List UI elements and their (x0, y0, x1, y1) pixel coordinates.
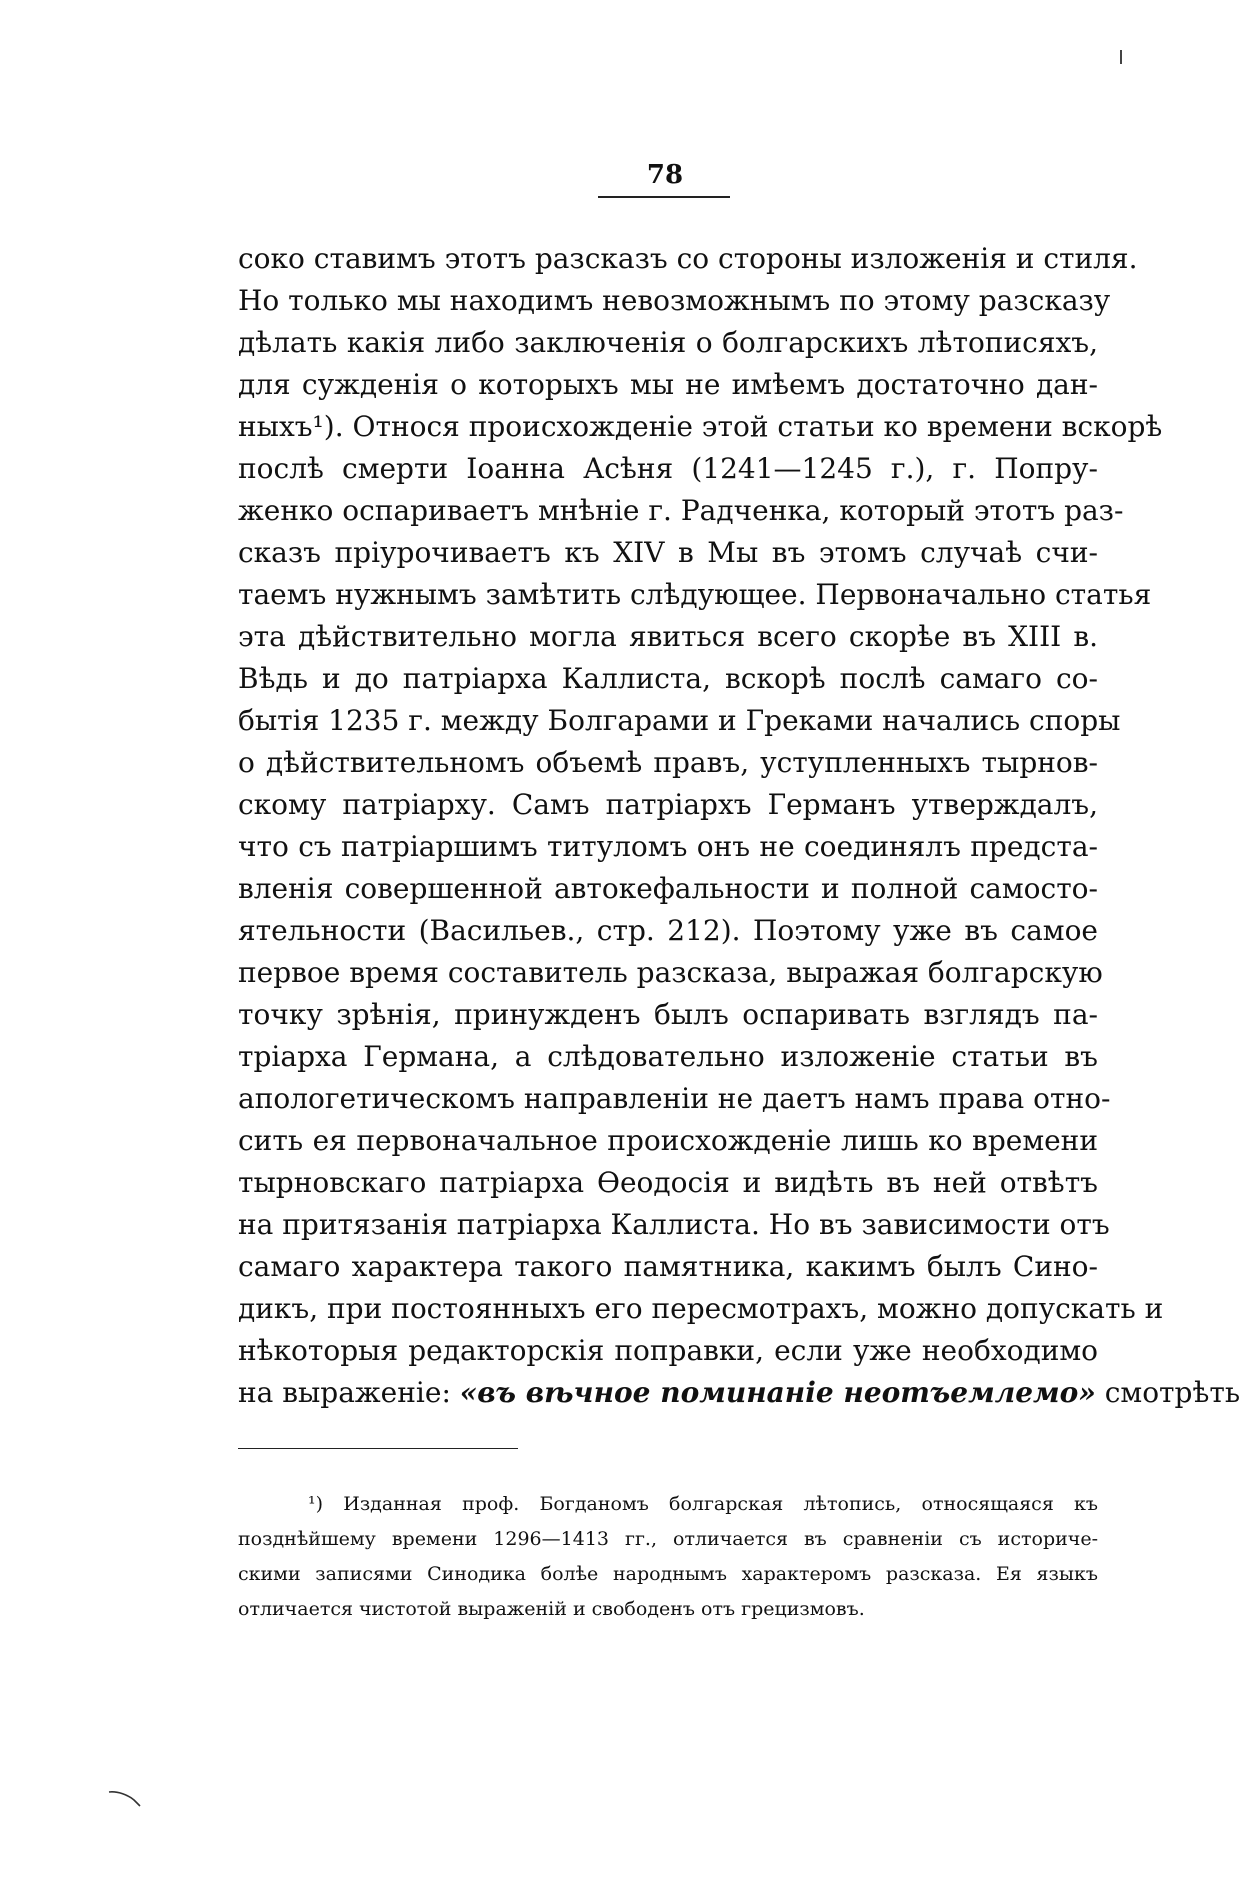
footnote-line: ¹) Изданная проф. Богданомъ болгарская лѣтопись, относящаяся къ (308, 1493, 1098, 1515)
body-line: Вѣдь и до патріарха Каллиста, вскорѣ послѣ самаго со- (238, 662, 1098, 695)
body-line: вленія совершенной автокефальности и полной самосто- (238, 872, 1098, 905)
body-line: соко ставимъ этотъ разсказъ со стороны изложенія и стиля. (238, 242, 1138, 275)
body-line: бытія 1235 г. между Болгарами и Греками начались споры (238, 704, 1121, 737)
body-line-last-before: на выраженіе: (238, 1376, 460, 1409)
body-line: тырновскаго патріарха Ѳеодосія и видѣть въ ней отвѣтъ (238, 1166, 1098, 1199)
body-text (238, 238, 1240, 1414)
body-line: послѣ смерти Іоанна Асѣня (1241—1245 г.), г. Попру- (238, 452, 1098, 485)
footnote-rule (238, 1448, 518, 1449)
body-line: таемъ нужнымъ замѣтить слѣдующее. Первоначально статья (238, 578, 1152, 611)
body-line: на притязанія патріарха Каллиста. Но въ зависимости отъ (238, 1208, 1110, 1241)
edge-tick (1120, 50, 1122, 64)
body-line: сить ея первоначальное происхожденіе лишь ко времени (238, 1124, 1098, 1157)
body-line: тріарха Германа, а слѣдовательно изложеніе статьи въ (238, 1040, 1098, 1073)
body-line: первое время составитель разсказа, выражая болгарскую (238, 956, 1103, 989)
footnotes (238, 1487, 1098, 1627)
body-line: женко оспариваетъ мнѣніе г. Радченка, который этотъ раз- (238, 494, 1124, 527)
body-line: что съ патріаршимъ титуломъ онъ не соединялъ предста- (238, 830, 1098, 863)
body-line: Но только мы находимъ невозможнымъ по этому разсказу (238, 284, 1111, 317)
footnote-line: скими записями Синодика болѣе народнымъ характеромъ разсказа. Ея языкъ (238, 1563, 1098, 1585)
body-line: дѣлать какія либо заключенія о болгарскихъ лѣтописяхъ, (238, 326, 1098, 359)
body-line: дикъ, при постоянныхъ его пересмотрахъ, можно допускать и (238, 1292, 1164, 1325)
body-line: точку зрѣнія, принужденъ былъ оспаривать взглядъ па- (238, 998, 1098, 1031)
body-line: ятельности (Васильев., стр. 212). Поэтому уже въ самое (238, 914, 1098, 947)
body-line: сказъ пріурочиваетъ къ XIV в Мы въ этомъ случаѣ счи- (238, 536, 1098, 569)
body-line-last (238, 1372, 1240, 1414)
body-line: нѣкоторыя редакторскія поправки, если уже необходимо (238, 1334, 1098, 1367)
body-line: ныхъ¹). Относя происхожденіе этой статьи ко времени вскорѣ (238, 410, 1163, 443)
margin-pencil-mark (108, 1788, 142, 1808)
body-line: о дѣйствительномъ объемѣ правъ, уступленныхъ тырнов- (238, 746, 1098, 779)
body-line: скому патріарху. Самъ патріархъ Германъ утверждалъ, (238, 788, 1098, 821)
header-rule (598, 196, 730, 198)
body-line: для сужденія о которыхъ мы не имѣемъ достаточно дан- (238, 368, 1098, 401)
body-line: самаго характера такого памятника, какимъ былъ Сино- (238, 1250, 1098, 1283)
body-line-last-after: смотрѣть (1095, 1376, 1240, 1409)
body-line: эта дѣйствительно могла явиться всего скорѣе въ XIII в. (238, 620, 1098, 653)
footnote-line: отличается чистотой выраженій и свободенъ отъ грецизмовъ. (238, 1598, 865, 1620)
page-number: 78 (646, 160, 684, 190)
body-line: апологетическомъ направленіи не даетъ намъ права отно- (238, 1082, 1111, 1115)
body-line-last-italic: «въ вѣчное поминаніе неотъемлемо» (459, 1376, 1096, 1409)
footnote-line: позднѣйшему времени 1296—1413 гг., отличается въ сравненіи съ историче- (238, 1528, 1098, 1550)
